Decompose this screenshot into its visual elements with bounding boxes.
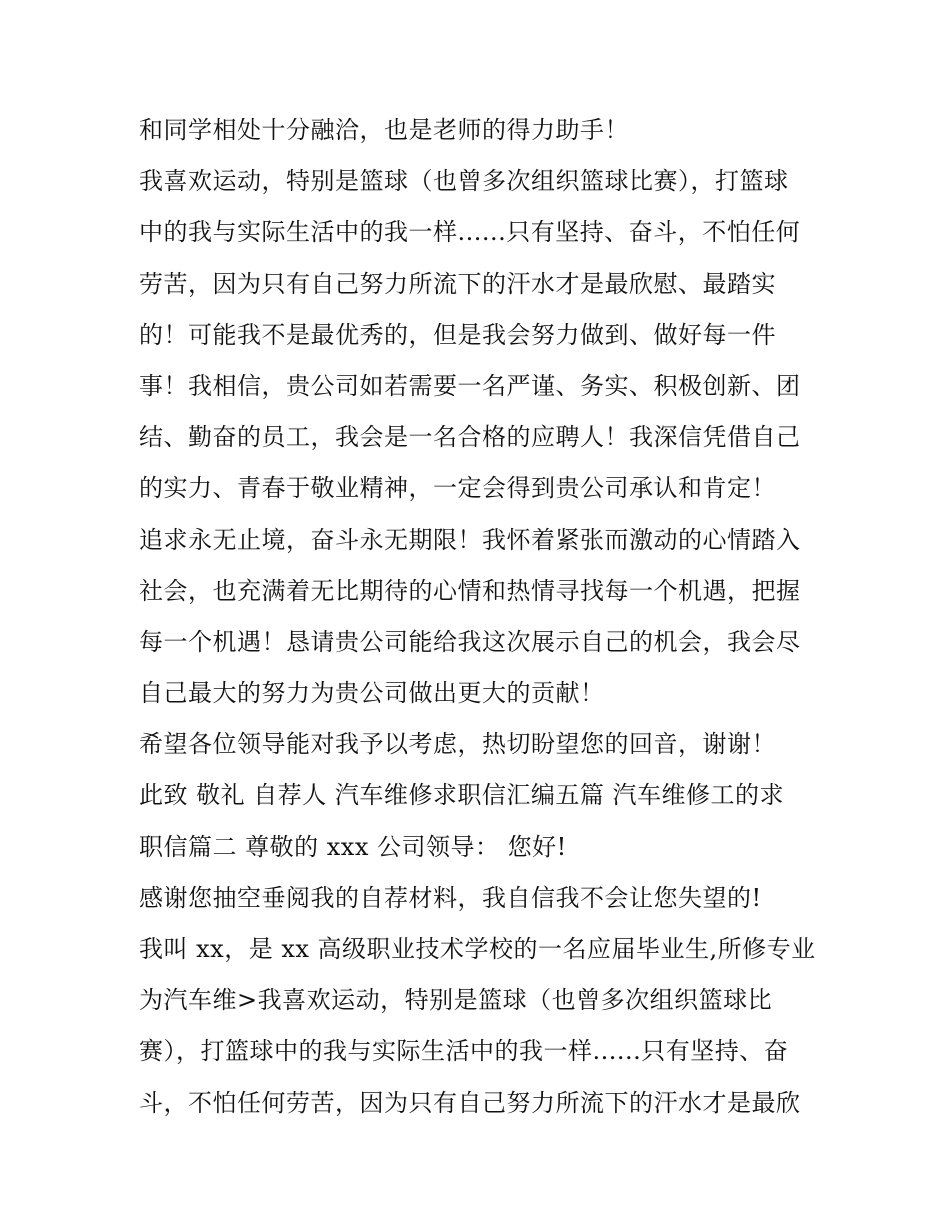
text-line: 的！可能我不是最优秀的，但是我会努力做到、做好每一件 [139, 320, 776, 349]
text-line: 结、勤奋的员工，我会是一名合格的应聘人！我深信凭借自己 [139, 423, 801, 452]
text-line: 职信篇二 尊敬的 xxx 公司领导： 您好! [139, 832, 567, 861]
text-line: 的实力、青春于敬业精神，一定会得到贵公司承认和肯定！ [139, 474, 776, 503]
text-line: 事！我相信，贵公司如若需要一名严谨、务实、积极创新、团 [139, 371, 801, 400]
text-line: 斗，不怕任何劳苦，因为只有自己努力所流下的汗水才是最欣 [139, 1088, 801, 1117]
text-line: 我叫 xx，是 xx 高级职业技术学校的一名应届毕业生,所修专业 [139, 935, 816, 963]
text-line: 劳苦，因为只有自己努力所流下的汗水才是最欣慰、最踏实 [139, 269, 776, 298]
text-line: 希望各位领导能对我予以考虑，热切盼望您的回音，谢谢！ [139, 730, 776, 759]
text-line: 中的我与实际生活中的我一样......只有坚持、奋斗，不怕任何 [139, 218, 801, 247]
text-line: 追求永无止境，奋斗永无期限！我怀着紧张而激动的心情踏入 [139, 525, 801, 554]
document-body [139, 108, 829, 1132]
text-line: 为汽车维>我喜欢运动，特别是篮球（也曾多次组织篮球比 [139, 986, 773, 1015]
text-line: 社会，也充满着无比期待的心情和热情寻找每一个机遇，把握 [139, 576, 801, 605]
text-line: 感谢您抽空垂阅我的自荐材料，我自信我不会让您失望的! [139, 883, 762, 912]
text-line: 和同学相处十分融洽，也是老师的得力助手！ [139, 116, 629, 144]
text-line: 此致 敬礼 自荐人 汽车维修求职信汇编五篇 汽车维修工的求 [139, 781, 785, 810]
text-line: 每一个机遇！恳请贵公司能给我这次展示自己的机会，我会尽 [139, 627, 801, 656]
text-line: 赛），打篮球中的我与实际生活中的我一样......只有坚持、奋 [139, 1037, 789, 1066]
text-line: 自己最大的努力为贵公司做出更大的贡献！ [139, 679, 605, 708]
text-line: 我喜欢运动，特别是篮球（也曾多次组织篮球比赛），打篮球 [139, 167, 789, 196]
